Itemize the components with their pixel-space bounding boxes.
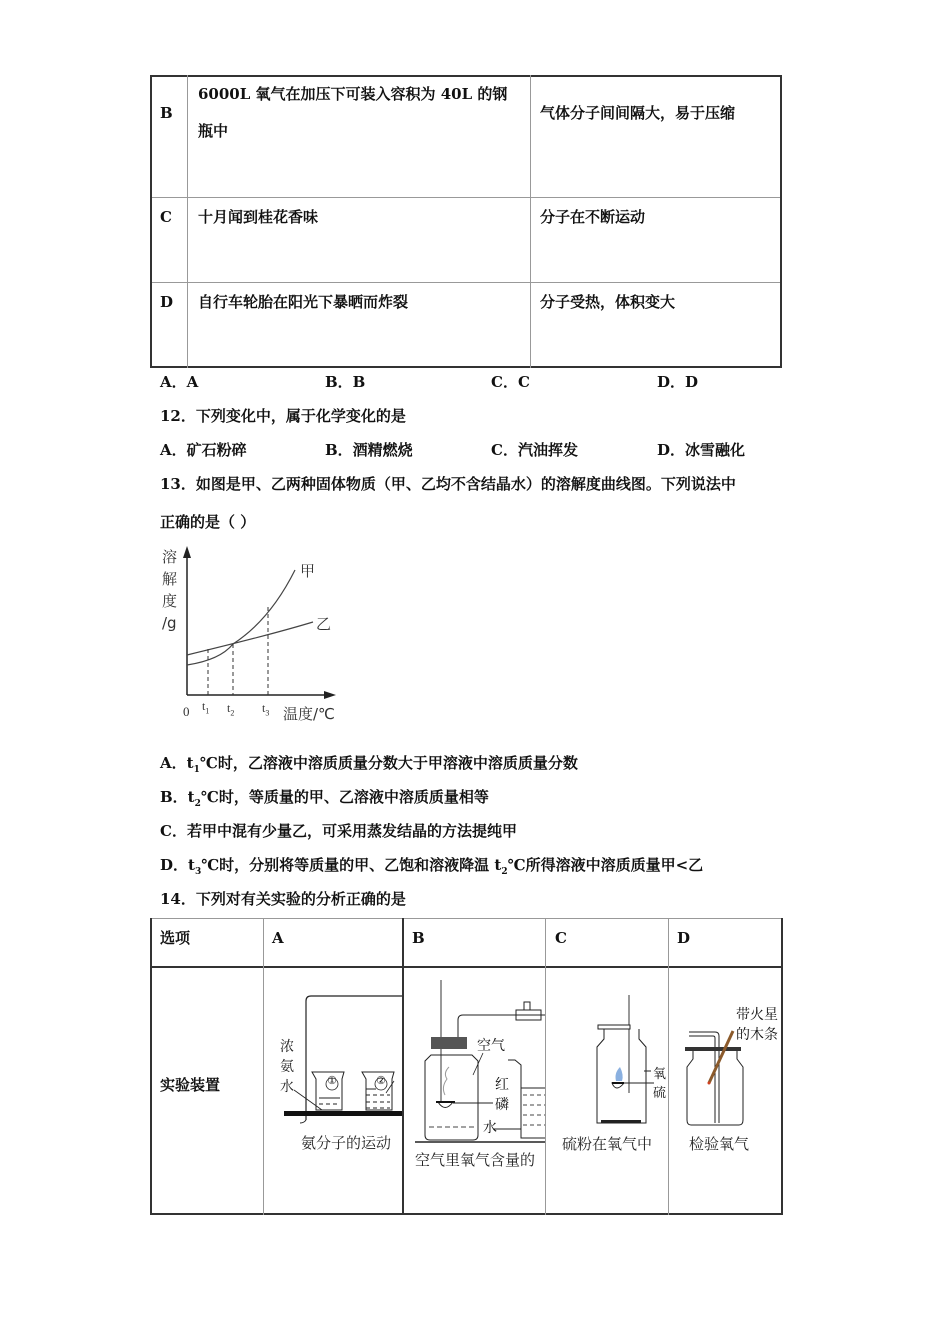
- caption-c: 硫粉在氧气中: [562, 1135, 653, 1153]
- header-option: 选项: [160, 929, 191, 947]
- red-phosphorus-apparatus-icon: [403, 975, 545, 1175]
- solubility-curve-graphic: [150, 540, 350, 730]
- tick-t2: $t_2$: [227, 701, 235, 718]
- header-b: B: [412, 929, 425, 947]
- series-label-jia: 甲: [300, 562, 316, 580]
- q13-choice-c[interactable]: C．若甲中混有少量乙，可采用蒸发结晶的方法提纯甲: [160, 822, 517, 840]
- ylabel-char: 度: [162, 592, 178, 610]
- tick-t1: $t_1$: [202, 699, 210, 716]
- q12-choice-d[interactable]: D．冰雪融化: [657, 441, 746, 459]
- tick-t3: $t_3$: [262, 701, 270, 718]
- row-c-phenomenon: 十月闻到桂花香味: [198, 208, 319, 226]
- q13-stem-line1: 13．如图是甲、乙两种固体物质（甲、乙均不含结晶水）的溶解度曲线图。下列说法中: [160, 475, 736, 493]
- q11-choice-c[interactable]: C．C: [491, 373, 530, 391]
- q12-choice-c[interactable]: C．汽油挥发: [491, 441, 578, 459]
- row-d-phenomenon: 自行车轮胎在阳光下暴晒而炸裂: [198, 293, 409, 311]
- q13-choice-a[interactable]: A．$t_1℃$时，乙溶液中溶质质量分数大于甲溶液中溶质质量分数: [160, 754, 578, 775]
- row-c-explanation: 分子在不断运动: [540, 208, 646, 226]
- q13-choice-b[interactable]: B．$t_2℃$时，等质量的甲、乙溶液中溶质质量相等: [160, 788, 489, 809]
- header-c: C: [555, 929, 567, 947]
- ylabel-char: 溶: [162, 548, 178, 566]
- row-d-explanation: 分子受热，体积变大: [540, 293, 676, 311]
- q13-choice-d[interactable]: D．$t_3℃$时，分别将等质量的甲、乙饱和溶液降温 $t_2℃$所得溶液中溶质质量甲<乙: [160, 856, 704, 877]
- row-d-option: D: [160, 293, 174, 311]
- label-red-phosphorus: 红 磷: [495, 1077, 509, 1113]
- label-water: 水: [483, 1120, 497, 1136]
- chart-origin: 0: [183, 704, 190, 719]
- header-d: D: [677, 929, 691, 947]
- figure-a-ammonia: [264, 975, 402, 1175]
- label-beaker-1: ①: [327, 1074, 337, 1087]
- ylabel-char: 解: [162, 570, 178, 588]
- label-air: 空气: [477, 1038, 505, 1054]
- q12-choice-a[interactable]: A．矿石粉碎: [160, 441, 247, 459]
- q12-choice-b[interactable]: B．酒精燃烧: [325, 441, 413, 459]
- solubility-chart: [150, 540, 350, 730]
- caption-a: 氨分子的运动: [301, 1134, 392, 1152]
- ylabel-char: /g: [162, 614, 177, 632]
- row-b-option: B: [160, 104, 173, 122]
- q11-choice-a[interactable]: A．A: [160, 373, 199, 391]
- header-a: A: [272, 929, 284, 947]
- chart-xlabel: 温度/℃: [283, 705, 335, 723]
- label-beaker-2: ②: [376, 1074, 386, 1087]
- q11-choice-d[interactable]: D．D: [657, 373, 699, 391]
- series-label-yi: 乙: [316, 615, 332, 633]
- q13-stem-line2: 正确的是（ ）: [160, 513, 256, 531]
- label-oxygen: 氧: [653, 1067, 667, 1082]
- row-b-phenomenon-line2: 瓶中: [198, 122, 229, 140]
- figure-d-test-oxygen: [669, 975, 781, 1175]
- caption-d: 检验氧气: [689, 1135, 750, 1153]
- row-label-apparatus: 实验装置: [160, 1076, 221, 1094]
- q11-choice-b[interactable]: B．B: [325, 373, 366, 391]
- row-b-phenomenon-line1: 6000L 氧气在加压下可装入容积为 40L 的钢: [198, 85, 508, 103]
- caption-b: 空气里氧气含量的: [415, 1151, 536, 1169]
- label-glowing-splint: 带火星 的木条: [736, 1007, 778, 1043]
- figure-b-oxygen-content: [403, 975, 545, 1175]
- q14-stem: 14．下列对有关实验的分析正确的是: [160, 890, 406, 908]
- chart-ylabel: [162, 546, 177, 634]
- label-sulfur: 硫: [653, 1086, 667, 1101]
- label-concentrated-ammonia: 浓 氨 水: [280, 1039, 294, 1095]
- row-c-option: C: [160, 208, 172, 226]
- row-b-explanation: 气体分子间间隔大，易于压缩: [540, 104, 736, 122]
- q12-stem: 12．下列变化中，属于化学变化的是: [160, 407, 406, 425]
- figure-c-sulfur-burning: [546, 975, 668, 1175]
